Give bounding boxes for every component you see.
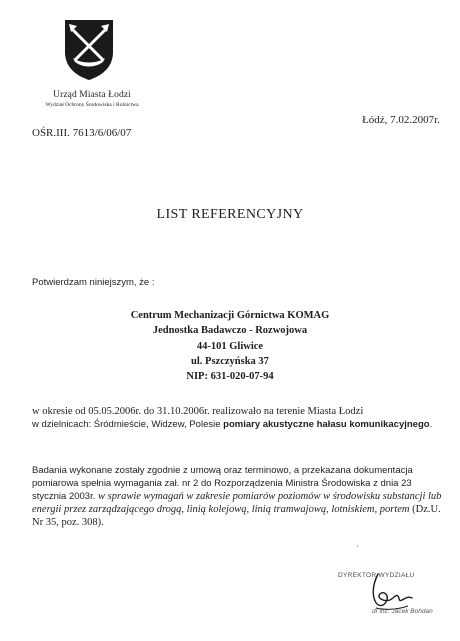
pen-mark: · [356,541,359,551]
paragraph-scope-service: pomiary akustyczne hałasu komunikacyjnego [223,419,430,431]
company-unit: Jednostka Badawczo - Rozwojowa [152,325,308,337]
paragraph-compliance-citation: (Dz.U. Nr 35, poz. 308). [32,504,441,529]
paragraph-scope [32,405,442,431]
paragraph-compliance-text: Badania wykonane zostały zgodnie z umową oraz terminowo, a przekazana dokumentacja pomiarowa spełnia wymagania zał. nr 2 do Rozporządzenia Ministra Środowiska z dnia 23 stycznia 2003r. [32,465,413,503]
issuing-office [36,90,148,109]
office-department: Wydział Ochrony Środowiska i Rolnictwa [45,102,139,108]
paragraph-compliance [32,464,442,529]
company-street: ul. Pszczyńska 37 [191,355,269,367]
paragraph-compliance-regulation: w sprawie wymagań w zakresie pomiarów poziomów w środowisku substancji lub energii przez zarządzającego drogą, linią kolejową, linią tramwajową, lotniskiem, portem [32,491,442,516]
paragraph-scope-end: . [429,419,433,431]
letter-date: Łódź, 7.02.2007r. [362,114,440,126]
office-name: Urząd Miasta Łodzi [53,90,131,100]
signature-stamp: DYREKTOR WYDZIAŁU [338,572,415,579]
company-postal-city: 44-101 Gliwice [196,340,264,352]
paragraph-scope-districts: w dzielnicach: Śródmieście, Widzew, Polesie [32,419,224,431]
signatory-name: dr inż. Jacek Bohdan [372,608,433,615]
paragraph-scope-period: w okresie od 05.05.2006r. do 31.10.2006r. realizowało na terenie Miasta Łodzi [32,406,364,417]
company-address-block [100,308,360,384]
intro-text: Potwierdzam niniejszym, że : [32,277,155,288]
document-title: LIST REFERENCYJNY [156,207,304,222]
company-nip: NIP: 631-020-07-94 [186,371,274,383]
company-name: Centrum Mechanizacji Górnictwa KOMAG [130,310,330,321]
lodz-boat-emblem-icon [63,18,115,82]
reference-number: OŚR.III. 7613/6/06/07 [32,127,132,139]
